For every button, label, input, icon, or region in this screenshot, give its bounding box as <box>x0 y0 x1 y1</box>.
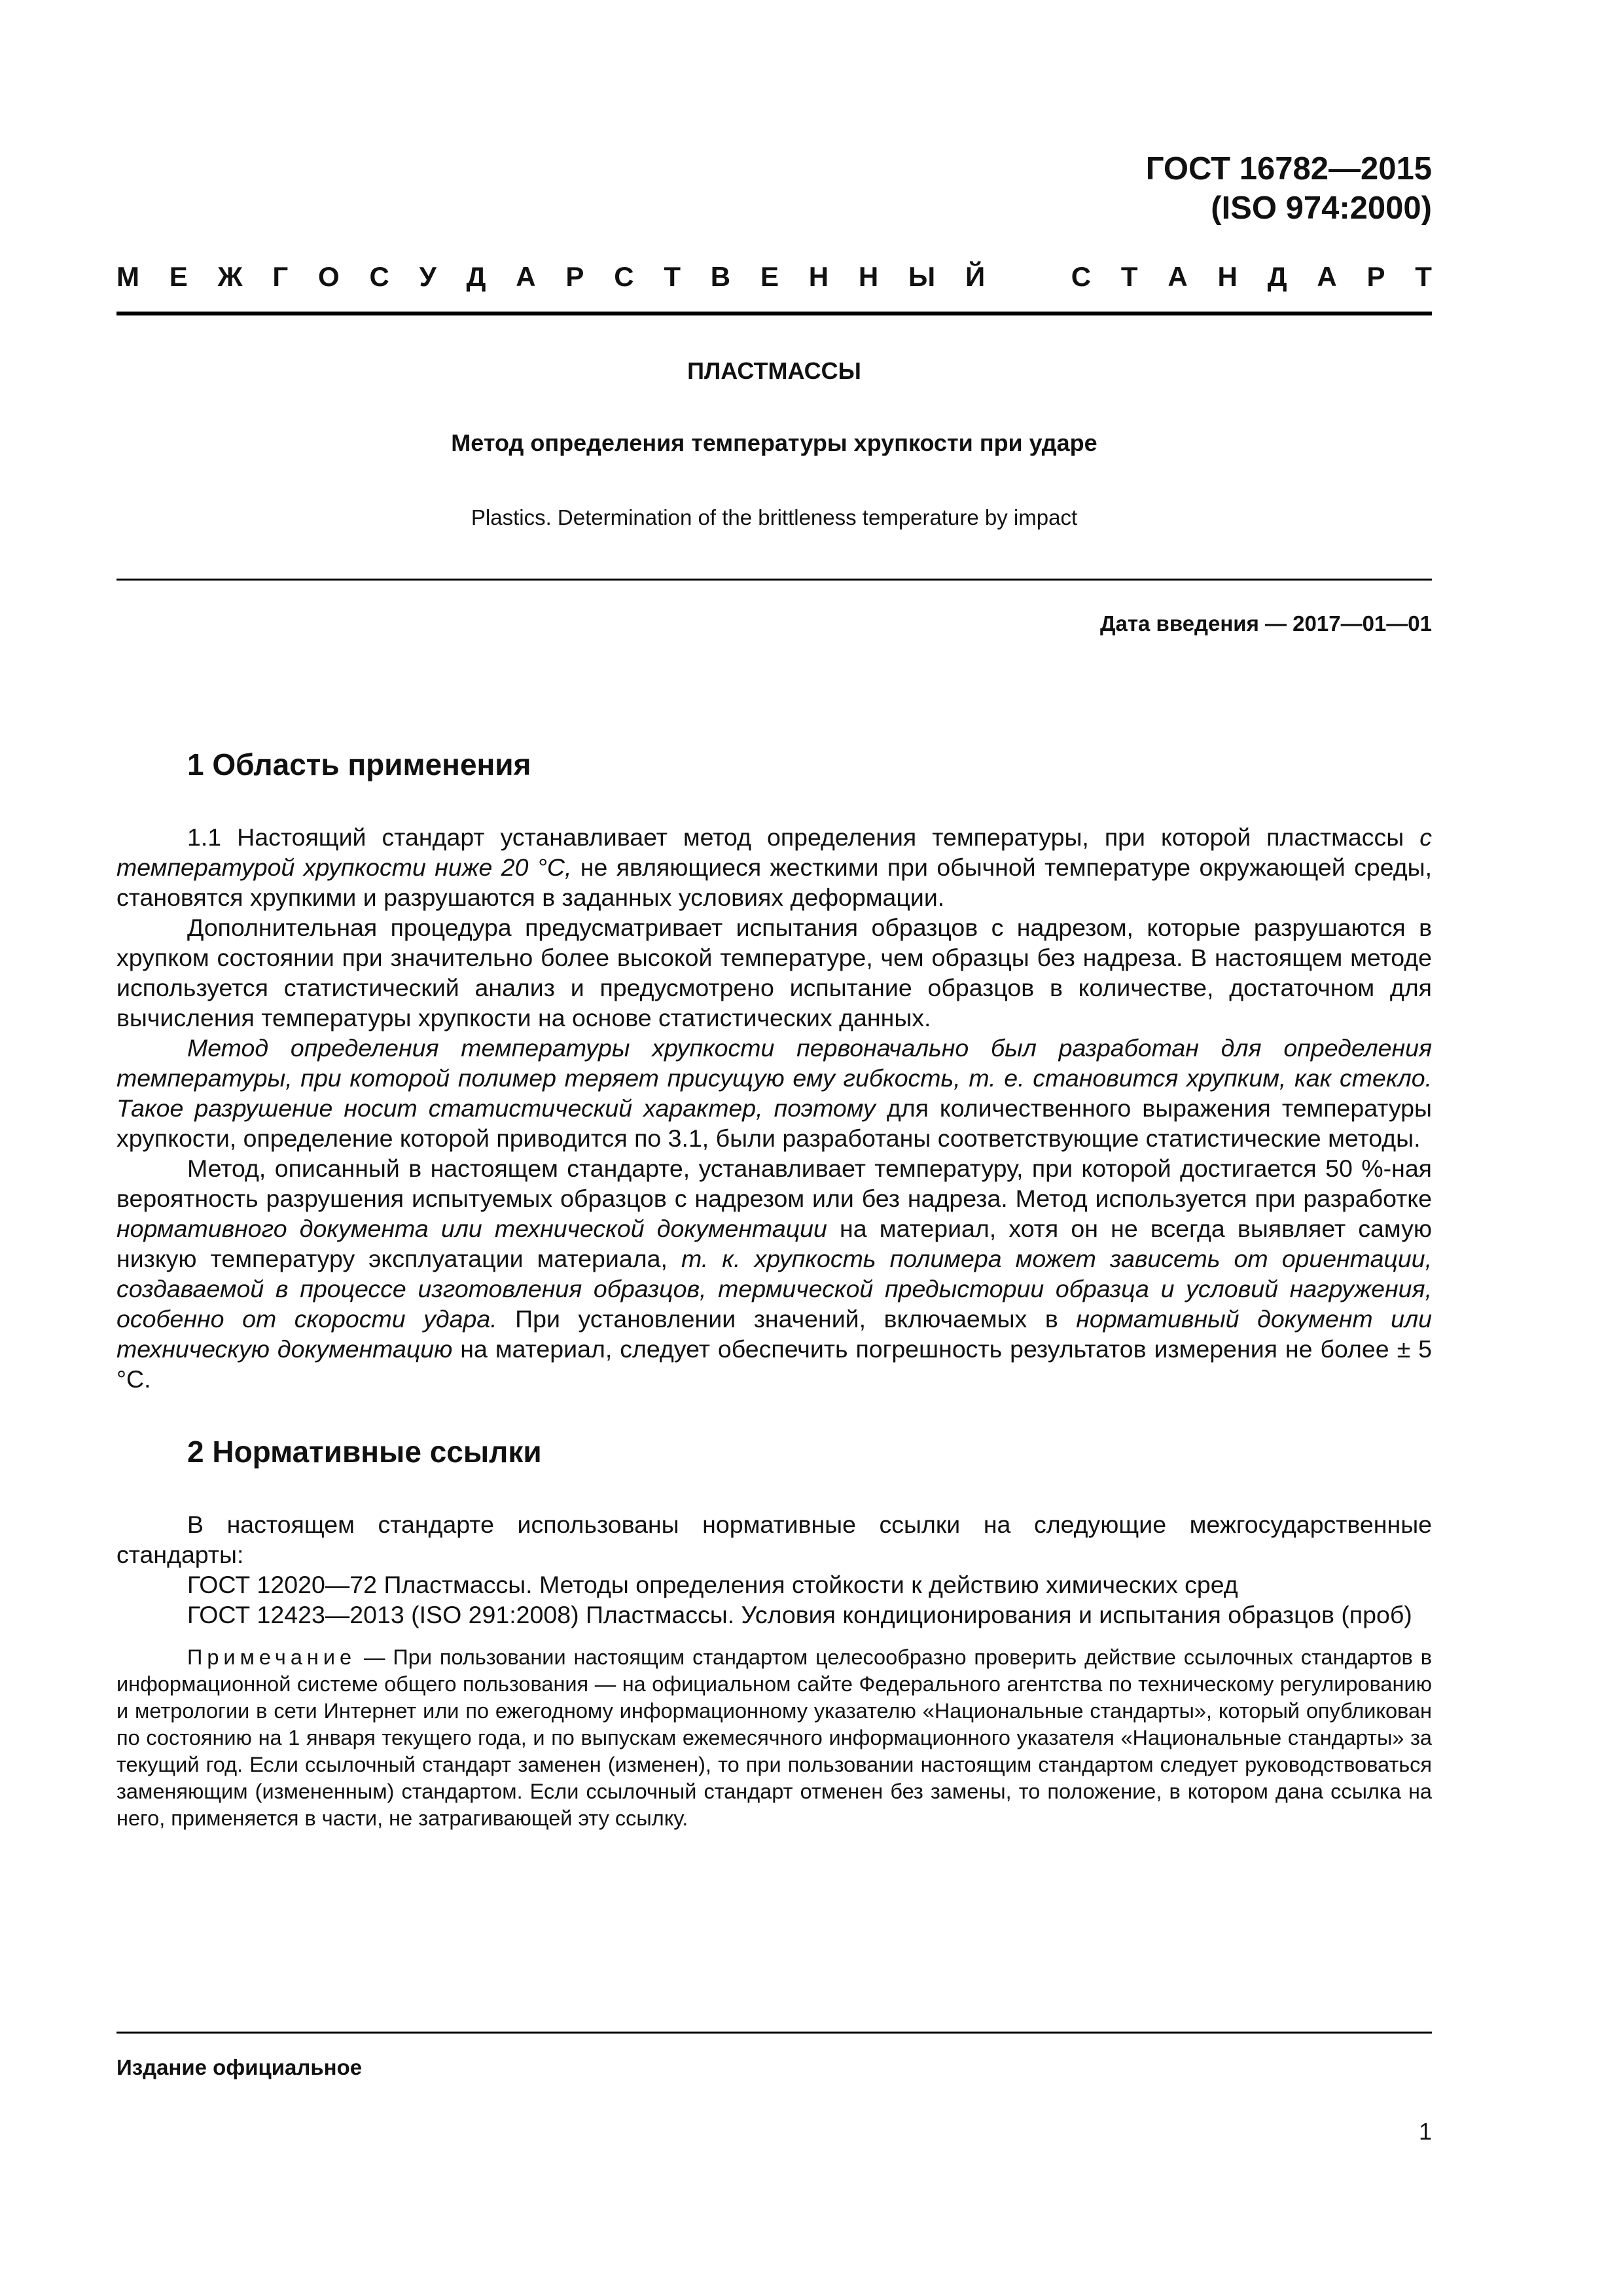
interstate-letter: Т <box>1120 261 1138 292</box>
section-1-paragraph-1: 1.1 Настоящий стандарт устанавливает метод определения температуры, при которой пластмассы с температурой хрупкости ниже 20 °С, не являющиеся жесткими при обычной температуре окружающей среды, становятся хрупкими и разрушаются в заданных условиях деформации. <box>116 823 1433 911</box>
section-1-paragraph-4: Метод, описанный в настоящем стандарте, устанавливает температуру, при которой достигается 50 %-ная вероятность разрушения испытуемых образцов с надрезом или без надреза. Метод используется при разработке нормативного документа или технической документации на материал, хотя он не всегда выявляет самую низкую температуру эксплуатации материала, т. к. хрупкость полимера может зависеть от ориентации, создаваемой в процессе изготовления образцов, термической предыстории образца и условий нагружения, особенно от скорости удара. При установлении значений, включаемых в нормативный документ или техническую документацию на материал, следует обеспечить погрешность результатов измерения не более ± 5 °С. <box>116 1155 1432 1393</box>
interstate-letter: С <box>1071 261 1092 292</box>
interstate-letter: В <box>710 261 731 292</box>
standard-code-iso: (ISO 974:2000) <box>1211 190 1432 226</box>
interstate-letter: Ж <box>217 261 243 292</box>
page-number: 1 <box>1418 2118 1432 2145</box>
document-subtitle: Метод определения температуры хрупкости при ударе <box>451 429 1097 456</box>
document-title: ПЛАСТМАССЫ <box>687 357 861 384</box>
interstate-letter: Т <box>664 261 681 292</box>
title-rule <box>116 579 1432 581</box>
interstate-letter: Р <box>565 261 584 292</box>
interstate-letter: М <box>116 261 139 292</box>
reference-gost-12020: ГОСТ 12020—72 Пластмассы. Методы определения стойкости к действию химических сред <box>187 1571 1238 1598</box>
introduction-date: Дата введения — 2017—01—01 <box>1100 611 1432 636</box>
interstate-letter: Й <box>965 261 986 292</box>
interstate-letter: С <box>614 261 634 292</box>
section-1-heading: 1 Область применения <box>187 747 531 781</box>
interstate-letter: Н <box>808 261 829 292</box>
interstate-standard-heading <box>116 260 1432 293</box>
section-2-paragraph-1: В настоящем стандарте использованы нормативные ссылки на следующие межгосударственные стандарты: <box>116 1511 1432 1568</box>
footer-rule <box>116 2032 1432 2034</box>
interstate-letter: С <box>369 261 389 292</box>
interstate-letter: А <box>516 261 536 292</box>
document-title-english: Plastics. Determination of the brittleness temperature by impact <box>471 505 1078 529</box>
section-2-heading: 2 Нормативные ссылки <box>187 1435 542 1469</box>
interstate-letter: О <box>317 261 340 292</box>
interstate-letter: Ы <box>908 261 936 292</box>
document-page <box>116 0 1432 2296</box>
interstate-gap <box>1015 260 1041 293</box>
standard-code-gost: ГОСТ 16782—2015 <box>1145 151 1432 187</box>
interstate-letter: А <box>1168 261 1188 292</box>
interstate-letter: Г <box>272 261 289 292</box>
section-1-paragraph-3: Метод определения температуры хрупкости первоначально был разработан для определения температуры, при которой полимер теряет присущую ему гибкость, т. е. становится хрупким, как стекло. Такое разрушение носит статистический характер, поэтому для количественного выражения температуры хрупкости, определение которой приводится по 3.1, были разработаны соответствующие статистические методы. <box>116 1034 1432 1152</box>
official-edition-label: Издание официальное <box>116 2055 363 2079</box>
interstate-letter: Е <box>169 261 188 292</box>
note-label: Примечание <box>187 1645 357 1669</box>
interstate-letter: Р <box>1366 261 1385 292</box>
interstate-letter: Д <box>466 261 486 292</box>
interstate-letter: Д <box>1267 261 1287 292</box>
interstate-letter: А <box>1317 261 1337 292</box>
interstate-letter: Н <box>1217 261 1238 292</box>
interstate-letter: Е <box>760 261 779 292</box>
interstate-letter: Т <box>1415 261 1432 292</box>
reference-gost-12423: ГОСТ 12423—2013 (ISO 291:2008) Пластмассы. Условия кондиционирования и испытания образцов (проб) <box>187 1601 1412 1628</box>
standard-code <box>1146 149 1432 228</box>
section-1-paragraph-2: Дополнительная процедура предусматривает испытания образцов с надрезом, которые разрушаются в хрупком состоянии при значительно более высокой температуре, чем образцы без надреза. В настоящем методе используется статистический анализ и предусмотрено испытание образцов в количестве, достаточном для вычисления температуры хрупкости на основе статистических данных. <box>116 914 1432 1031</box>
interstate-letter: Н <box>858 261 879 292</box>
interstate-letter: У <box>419 261 437 292</box>
document-body <box>116 746 1432 1832</box>
section-2-note: Примечание — При пользовании настоящим стандартом целесообразно проверить действие ссылочных стандартов в информационной системе общего пользования — на официальном сайте Федерального агентства по техническому регулированию и метрологии в сети Интернет или по ежегодному информационному указателю «Национальные стандарты», который опубликован по состоянию на 1 января текущего года, и по выпускам ежемесячного информационного указателя «Национальные стандарты» за текущий год. Если ссылочный стандарт заменен (изменен), то при пользовании настоящим стандартом следует руководствоваться заменяющим (измененным) стандартом. Если ссылочный стандарт отменен без замены, то положение, в котором дана ссылка на него, применяется в части, не затрагивающей эту ссылку. <box>116 1645 1432 1830</box>
header-rule <box>116 312 1432 315</box>
